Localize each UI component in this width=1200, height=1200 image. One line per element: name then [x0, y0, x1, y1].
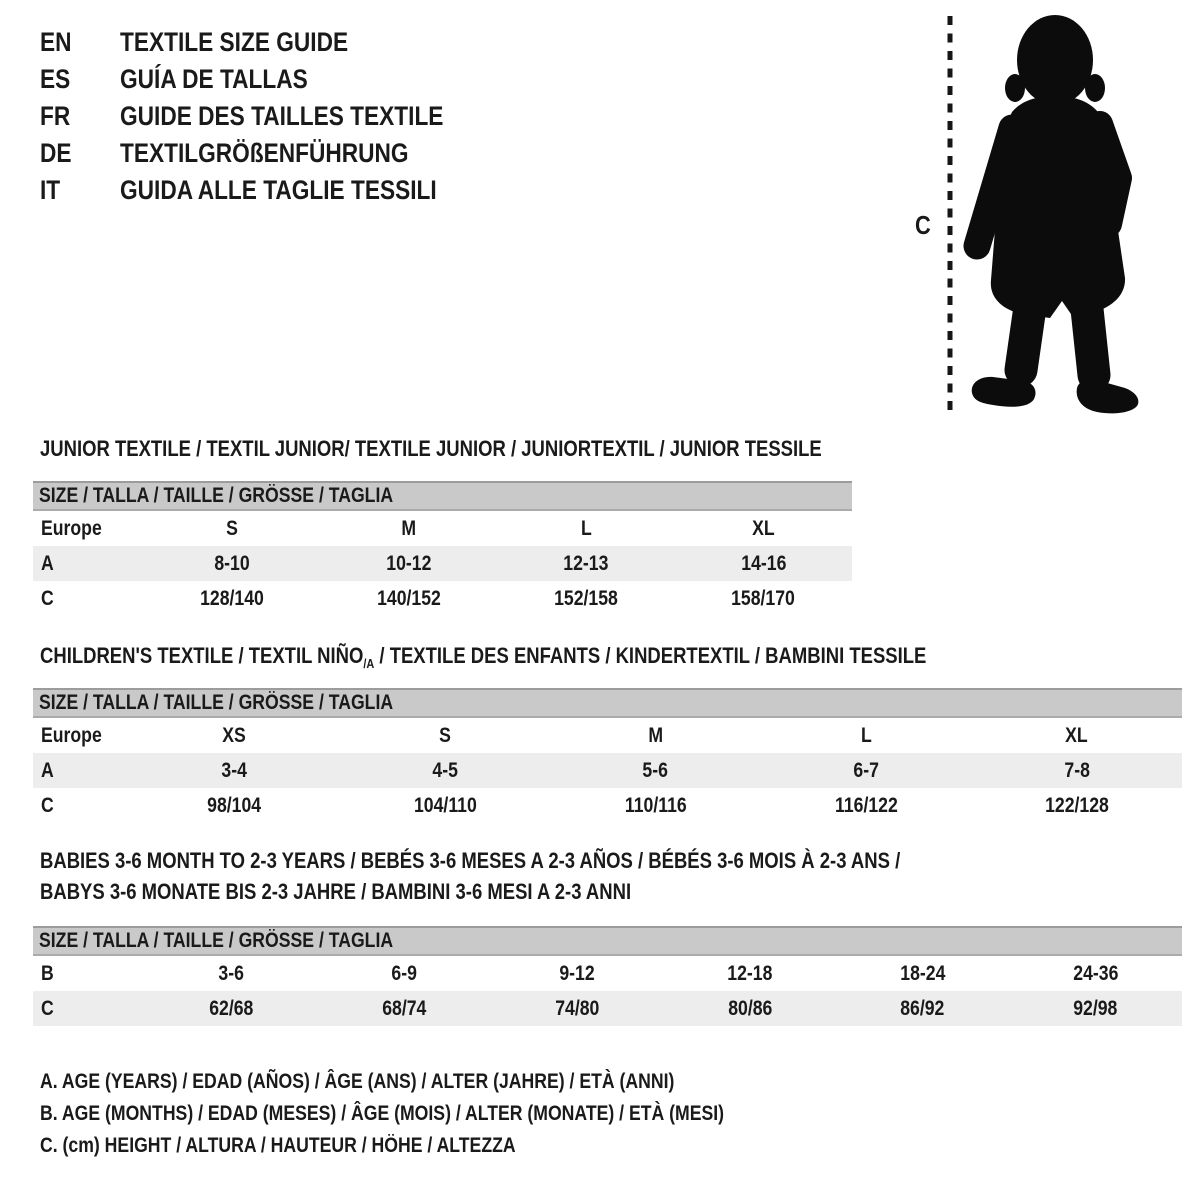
height-cell: 140/152: [376, 586, 441, 610]
language-code: IT: [40, 175, 61, 205]
table-row-height: [33, 991, 1182, 1026]
row-label: Europe: [41, 516, 102, 540]
table-row-europe: [33, 717, 1182, 753]
age-cell: 12-13: [563, 551, 609, 575]
height-cell: 152/158: [554, 586, 619, 610]
junior-section-title: JUNIOR TEXTILE / TEXTIL JUNIOR/ TEXTILE JUNIOR / JUNIORTEXTIL / JUNIOR TESSILE: [40, 436, 822, 461]
table-row-europe: [33, 510, 852, 546]
size-cell: S: [438, 723, 451, 747]
size-header-label: SIZE / TALLA / TAILLE / GRÖSSE / TAGLIA: [39, 484, 394, 507]
babies-title-line2: BABYS 3-6 MONATE BIS 2-3 JAHRE / BAMBINI 3-6 MESI A 2-3 ANNI: [40, 879, 632, 904]
height-figure: [905, 10, 1165, 422]
age-cell: 3-4: [221, 758, 248, 782]
months-cell: 6-9: [391, 961, 417, 985]
height-cell: 98/104: [207, 793, 262, 817]
language-row-en: [40, 24, 505, 61]
language-row-fr: [40, 98, 505, 135]
size-cell: XS: [222, 723, 247, 747]
row-label: Europe: [41, 723, 102, 747]
size-cell: XL: [1065, 723, 1088, 747]
age-cell: 5-6: [642, 758, 669, 782]
size-cell: XL: [752, 516, 775, 540]
table-row-height: [33, 581, 852, 616]
height-dashed-line: [947, 16, 953, 416]
months-cell: 24-36: [1073, 961, 1119, 985]
size-header-label: SIZE / TALLA / TAILLE / GRÖSSE / TAGLIA: [39, 929, 394, 952]
height-cell: 86/92: [900, 996, 945, 1020]
language-code: ES: [40, 64, 71, 94]
legend-line-a: A. AGE (YEARS) / EDAD (AÑOS) / ÂGE (ANS) / ALTER (JAHRE) / ETÀ (ANNI): [40, 1070, 675, 1093]
size-cell: L: [860, 723, 872, 747]
height-cell: 128/140: [199, 586, 264, 610]
months-cell: 3-6: [218, 961, 245, 985]
language-code: EN: [40, 27, 72, 57]
row-label: A: [41, 758, 54, 782]
age-cell: 8-10: [213, 551, 250, 575]
row-label: C: [41, 793, 54, 817]
height-cell: 110/116: [624, 793, 687, 817]
language-code: DE: [40, 138, 72, 168]
age-cell: 10-12: [386, 551, 432, 575]
babies-size-table: [33, 926, 1182, 1026]
legend-line-c: C. (cm) HEIGHT / ALTURA / HAUTEUR / HÖHE / ALTEZZA: [40, 1134, 516, 1157]
children-section-title: CHILDREN'S TEXTILE / TEXTIL $NIÑO_{/A}$ / TEXTILE DES ENFANTS / KINDERTEXTIL / BAMBINI TESSILE: [40, 643, 927, 671]
height-cell: 104/110: [413, 793, 477, 817]
size-cell: M: [401, 516, 417, 540]
language-title-list: [40, 24, 505, 209]
measurement-legend: [40, 1066, 854, 1162]
size-header-row: [33, 482, 852, 510]
language-code: FR: [40, 101, 71, 131]
babies-title-line1: BABIES 3-6 MONTH TO 2-3 YEARS / BEBÉS 3-6 MESES A 2-3 AÑOS / BÉBÉS 3-6 MOIS À 2-3 ANS /: [40, 848, 901, 873]
language-row-es: [40, 61, 505, 98]
age-cell: 7-8: [1063, 758, 1090, 782]
table-row-months: [33, 955, 1182, 991]
table-row-height: [33, 788, 1182, 823]
size-header-row: [33, 927, 1182, 955]
legend-line-b: B. AGE (MONTHS) / EDAD (MESES) / ÂGE (MOIS) / ALTER (MONATE) / ETÀ (MESI): [40, 1102, 725, 1125]
height-cell: 80/86: [727, 996, 772, 1020]
months-cell: 12-18: [727, 961, 773, 985]
guide-title-it: GUIDA ALLE TAGLIE TESSILI: [120, 175, 437, 205]
height-cell: 158/170: [731, 586, 796, 610]
height-cell: 92/98: [1073, 996, 1118, 1020]
junior-size-table: [33, 481, 852, 616]
guide-title-es: GUÍA DE TALLAS: [120, 64, 308, 94]
size-cell: S: [225, 516, 238, 540]
language-row-de: [40, 135, 505, 172]
toddler-silhouette-icon: [960, 12, 1150, 418]
table-row-age: [33, 753, 1182, 788]
size-header-row: [33, 689, 1182, 717]
height-cell: 62/68: [209, 996, 254, 1020]
guide-title-de: TEXTILGRÖßENFÜHRUNG: [120, 138, 409, 168]
height-measure-label: C: [915, 210, 931, 240]
babies-section-title: [40, 848, 1064, 905]
height-cell: 68/74: [382, 996, 427, 1020]
age-cell: 14-16: [740, 551, 786, 575]
children-size-table: [33, 688, 1182, 823]
language-row-it: [40, 172, 505, 209]
months-cell: 18-24: [900, 961, 946, 985]
guide-title-en: TEXTILE SIZE GUIDE: [120, 27, 349, 57]
table-row-age: [33, 546, 852, 581]
size-header-label: SIZE / TALLA / TAILLE / GRÖSSE / TAGLIA: [39, 691, 394, 714]
age-cell: 6-7: [853, 758, 879, 782]
row-label: A: [41, 551, 54, 575]
age-cell: 4-5: [432, 758, 458, 782]
size-cell: L: [580, 516, 592, 540]
row-label: C: [41, 586, 54, 610]
months-cell: 9-12: [559, 961, 595, 985]
row-label: C: [41, 996, 54, 1020]
guide-title-fr: GUIDE DES TAILLES TEXTILE: [120, 101, 444, 131]
height-cell: 122/128: [1044, 793, 1109, 817]
row-label: B: [41, 961, 54, 985]
height-cell: 74/80: [554, 996, 600, 1020]
size-cell: M: [648, 723, 663, 747]
title-subscript: /A: [363, 656, 375, 671]
height-cell: 116/122: [834, 793, 898, 817]
